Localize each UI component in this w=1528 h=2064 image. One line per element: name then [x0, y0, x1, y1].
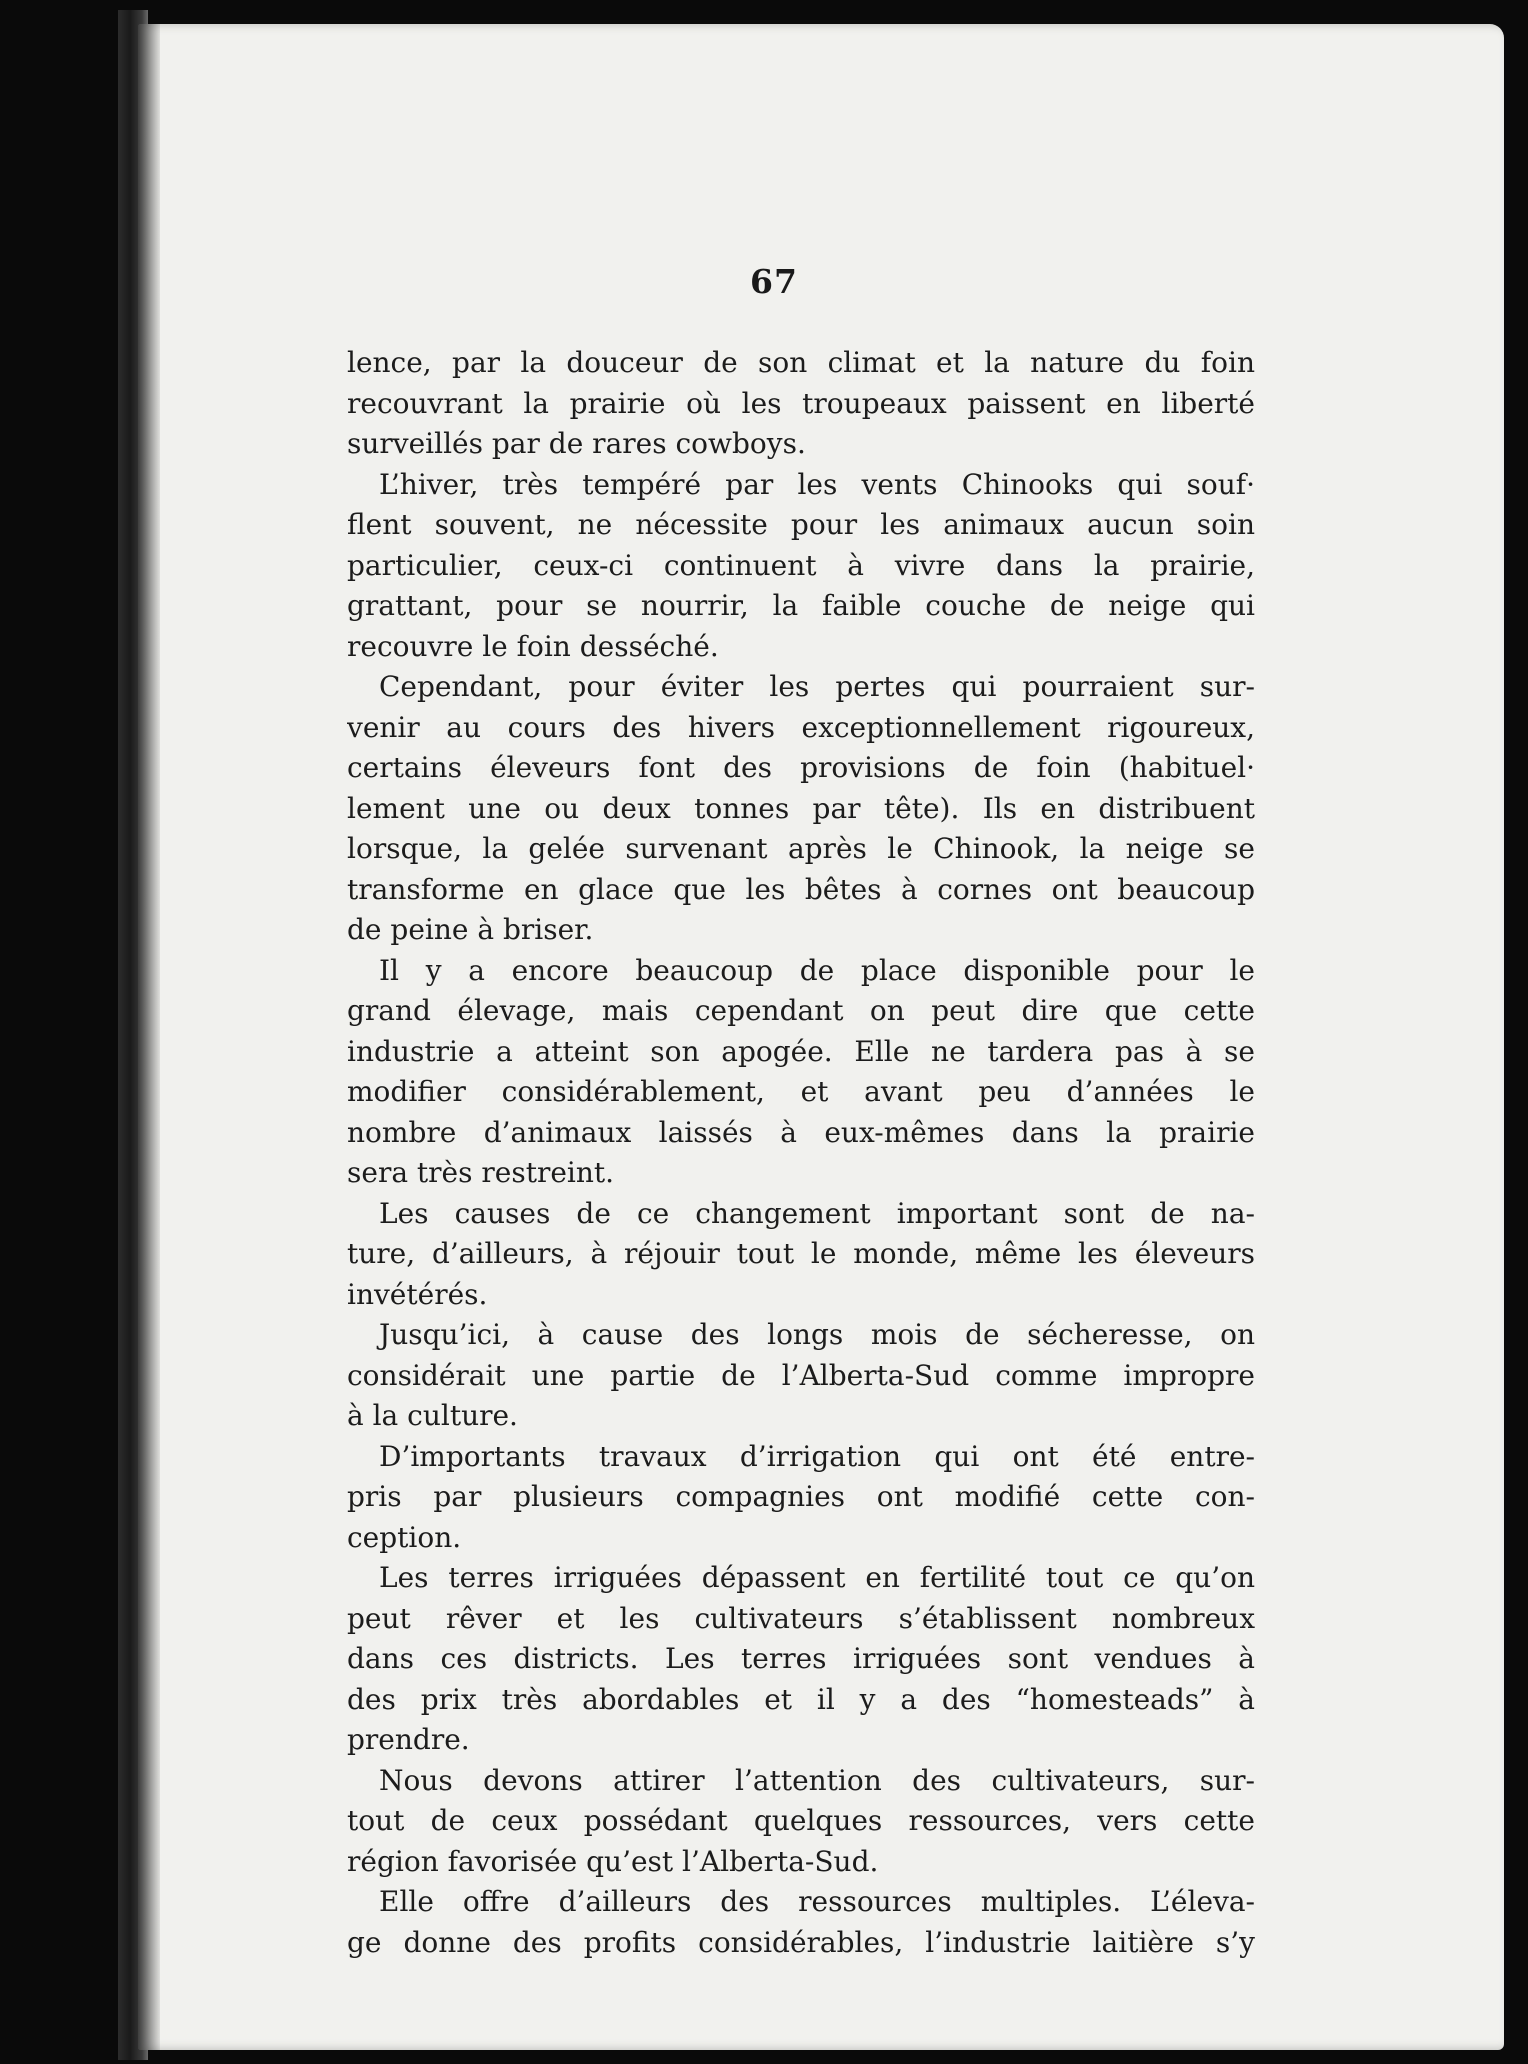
text-line: dans ces districts. Les terres irriguées sont vendues à [347, 1642, 1255, 1675]
text-line: nombre d’animaux laissés à eux-mêmes dans la prairie [347, 1115, 1255, 1149]
text-line: flent souvent, ne nécessite pour les animaux aucun soin [347, 508, 1255, 541]
text-line: Elle offre d’ailleurs des ressources multiples. L’éleva- [379, 1885, 1255, 1918]
text-line: grattant, pour se nourrir, la faible couche de neige qui [347, 589, 1255, 622]
text-line: lence, par la douceur de son climat et la nature du foin [347, 346, 1255, 379]
text-line: D’importants travaux d’irrigation qui ont été entre- [379, 1439, 1255, 1473]
text-line: à la culture. [347, 1399, 518, 1432]
text-line: peut rêver et les cultivateurs s’établissent nombreux [347, 1601, 1255, 1635]
text-line: L’hiver, très tempéré par les vents Chinooks qui souf· [379, 467, 1255, 501]
text-line: certains éleveurs font des provisions de foin (habituel· [347, 751, 1255, 784]
text-line: Jusqu’ici, à cause des longs mois de sécheresse, on [379, 1318, 1255, 1351]
text-line: ge donne des profits considérables, l’industrie laitière s’y [347, 1925, 1255, 1959]
text-line: recouvre le foin desséché. [347, 629, 719, 663]
text-line: transforme en glace que les bêtes à cornes ont beaucoup [347, 872, 1255, 906]
text-line: modifier considérablement, et avant peu d’années le [347, 1075, 1255, 1108]
text-line: lorsque, la gelée survenant après le Chinook, la neige se [347, 832, 1255, 865]
text-line: Nous devons attirer l’attention des cultivateurs, sur- [379, 1763, 1255, 1797]
text-line: ception. [347, 1520, 462, 1554]
text-line: venir au cours des hivers exceptionnellement rigoureux, [347, 710, 1255, 744]
text-line: invétérés. [347, 1277, 488, 1311]
text-line: surveillés par de rares cowboys. [347, 427, 806, 460]
text-line: grand élevage, mais cependant on peut dire que cette [347, 994, 1255, 1027]
text-line: particulier, ceux-ci continuent à vivre dans la prairie, [347, 548, 1255, 582]
text-line: pris par plusieurs compagnies ont modifié cette con- [347, 1480, 1255, 1513]
page-number: 67 [750, 262, 798, 301]
gutter-shadow [138, 24, 160, 2050]
text-line: ture, d’ailleurs, à réjouir tout le monde, même les éleveurs [347, 1237, 1255, 1270]
text-line: considérait une partie de l’Alberta-Sud comme impropre [347, 1358, 1255, 1392]
text-line: Les causes de ce changement important sont de na- [379, 1196, 1255, 1230]
text-line: Les terres irriguées dépassent en fertilité tout ce qu’on [379, 1561, 1255, 1594]
page-body-text [347, 343, 1255, 1963]
text-line: industrie a atteint son apogée. Elle ne tardera pas à se [347, 1034, 1255, 1068]
text-line: Il y a encore beaucoup de place disponible pour le [379, 953, 1255, 987]
text-line: Cependant, pour éviter les pertes qui pourraient sur- [379, 670, 1255, 703]
text-line: prendre. [347, 1723, 470, 1756]
text-line: tout de ceux possédant quelques ressources, vers cette [347, 1804, 1255, 1837]
text-line: région favorisée qu’est l’Alberta-Sud. [347, 1844, 879, 1878]
text-line: sera très restreint. [347, 1156, 615, 1189]
text-line: recouvrant la prairie où les troupeaux paissent en liberté [347, 386, 1255, 420]
text-line: de peine à briser. [347, 913, 594, 946]
text-line: lement une ou deux tonnes par tête). Ils en distribuent [347, 791, 1255, 825]
text-line: des prix très abordables et il y a des “homesteads” à [347, 1682, 1255, 1716]
